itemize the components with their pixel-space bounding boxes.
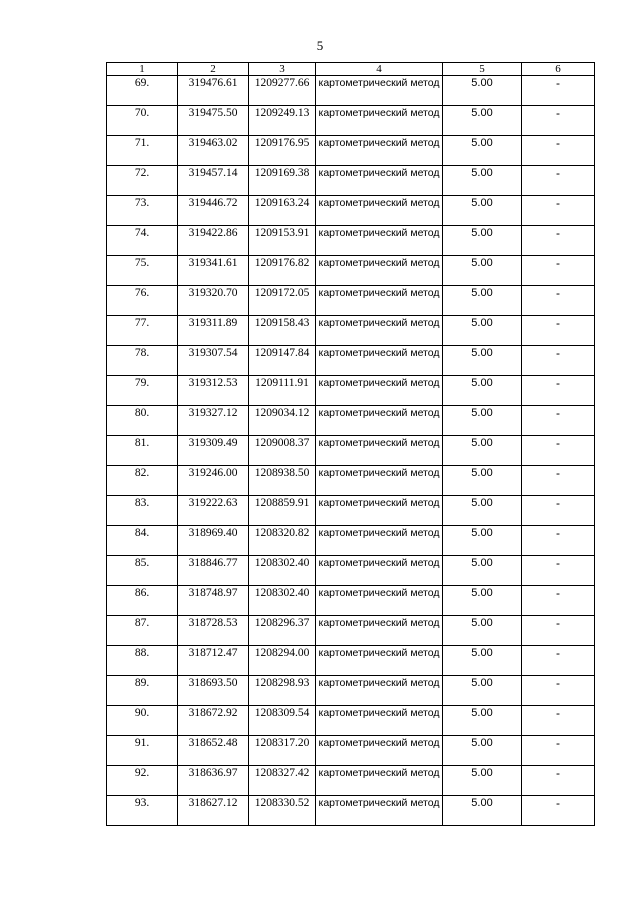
point-number-cell: 77. [107,316,178,346]
table-row [107,166,595,196]
accuracy-cell: 5.00 [443,136,522,166]
note-cell: - [522,706,595,736]
method-cell: картометрический метод [316,736,443,766]
method-cell: картометрический метод [316,316,443,346]
method-cell: картометрический метод [316,496,443,526]
point-number-cell: 79. [107,376,178,406]
x-coordinate-cell: 318969.40 [178,526,249,556]
coordinates-table [106,62,595,826]
point-number-cell: 92. [107,766,178,796]
point-number-cell: 87. [107,616,178,646]
table-row [107,556,595,586]
table-row [107,796,595,826]
page-number: 5 [316,38,324,53]
point-number-cell: 72. [107,166,178,196]
table-row [107,496,595,526]
table-row [107,616,595,646]
method-cell: картометрический метод [316,796,443,826]
table-row [107,766,595,796]
note-cell: - [522,796,595,826]
note-cell: - [522,106,595,136]
x-coordinate-cell: 318652.48 [178,736,249,766]
note-cell: - [522,376,595,406]
point-number-cell: 88. [107,646,178,676]
accuracy-cell: 5.00 [443,496,522,526]
accuracy-cell: 5.00 [443,226,522,256]
note-cell: - [522,166,595,196]
method-cell: картометрический метод [316,346,443,376]
y-coordinate-cell: 1209176.82 [249,256,316,286]
accuracy-cell: 5.00 [443,436,522,466]
method-cell: картометрический метод [316,106,443,136]
accuracy-cell: 5.00 [443,376,522,406]
x-coordinate-cell: 318748.97 [178,586,249,616]
accuracy-cell: 5.00 [443,706,522,736]
accuracy-cell: 5.00 [443,556,522,586]
x-coordinate-cell: 319475.50 [178,106,249,136]
x-coordinate-cell: 318728.53 [178,616,249,646]
table-row [107,106,595,136]
x-coordinate-cell: 318693.50 [178,676,249,706]
point-number-cell: 82. [107,466,178,496]
note-cell: - [522,556,595,586]
accuracy-cell: 5.00 [443,286,522,316]
accuracy-cell: 5.00 [443,256,522,286]
method-cell: картометрический метод [316,586,443,616]
table-row [107,256,595,286]
method-cell: картометрический метод [316,376,443,406]
point-number-cell: 76. [107,286,178,316]
table-body [107,76,595,826]
point-number-cell: 84. [107,526,178,556]
y-coordinate-cell: 1209163.24 [249,196,316,226]
x-coordinate-cell: 318846.77 [178,556,249,586]
y-coordinate-cell: 1209249.13 [249,106,316,136]
note-cell: - [522,676,595,706]
y-coordinate-cell: 1209176.95 [249,136,316,166]
point-number-cell: 74. [107,226,178,256]
note-cell: - [522,406,595,436]
point-number-cell: 86. [107,586,178,616]
point-number-cell: 93. [107,796,178,826]
note-cell: - [522,646,595,676]
y-coordinate-cell: 1208302.40 [249,586,316,616]
table-row [107,676,595,706]
y-coordinate-cell: 1208294.00 [249,646,316,676]
header-col-6: 6 [522,63,595,76]
note-cell: - [522,286,595,316]
point-number-cell: 78. [107,346,178,376]
accuracy-cell: 5.00 [443,316,522,346]
accuracy-cell: 5.00 [443,646,522,676]
method-cell: картометрический метод [316,256,443,286]
x-coordinate-cell: 318712.47 [178,646,249,676]
x-coordinate-cell: 319311.89 [178,316,249,346]
accuracy-cell: 5.00 [443,766,522,796]
x-coordinate-cell: 319312.53 [178,376,249,406]
accuracy-cell: 5.00 [443,796,522,826]
table-row [107,136,595,166]
x-coordinate-cell: 319463.02 [178,136,249,166]
accuracy-cell: 5.00 [443,76,522,106]
accuracy-cell: 5.00 [443,196,522,226]
x-coordinate-cell: 318636.97 [178,766,249,796]
x-coordinate-cell: 319422.86 [178,226,249,256]
note-cell: - [522,226,595,256]
y-coordinate-cell: 1208317.20 [249,736,316,766]
accuracy-cell: 5.00 [443,586,522,616]
point-number-cell: 89. [107,676,178,706]
y-coordinate-cell: 1208296.37 [249,616,316,646]
method-cell: картометрический метод [316,76,443,106]
y-coordinate-cell: 1209172.05 [249,286,316,316]
x-coordinate-cell: 319327.12 [178,406,249,436]
x-coordinate-cell: 319341.61 [178,256,249,286]
note-cell: - [522,256,595,286]
table-row [107,406,595,436]
accuracy-cell: 5.00 [443,526,522,556]
note-cell: - [522,586,595,616]
method-cell: картометрический метод [316,526,443,556]
method-cell: картометрический метод [316,436,443,466]
y-coordinate-cell: 1208302.40 [249,556,316,586]
x-coordinate-cell: 319446.72 [178,196,249,226]
y-coordinate-cell: 1209153.91 [249,226,316,256]
header-col-3: 3 [249,63,316,76]
point-number-cell: 80. [107,406,178,436]
method-cell: картометрический метод [316,616,443,646]
method-cell: картометрический метод [316,706,443,736]
method-cell: картометрический метод [316,166,443,196]
table-row [107,286,595,316]
table-row [107,226,595,256]
note-cell: - [522,496,595,526]
table-row [107,436,595,466]
method-cell: картометрический метод [316,676,443,706]
point-number-cell: 81. [107,436,178,466]
accuracy-cell: 5.00 [443,166,522,196]
x-coordinate-cell: 319307.54 [178,346,249,376]
method-cell: картометрический метод [316,406,443,436]
y-coordinate-cell: 1208330.52 [249,796,316,826]
table-row [107,376,595,406]
y-coordinate-cell: 1208938.50 [249,466,316,496]
y-coordinate-cell: 1208309.54 [249,706,316,736]
y-coordinate-cell: 1208859.91 [249,496,316,526]
table-row [107,316,595,346]
accuracy-cell: 5.00 [443,676,522,706]
table-row [107,526,595,556]
point-number-cell: 91. [107,736,178,766]
y-coordinate-cell: 1208327.42 [249,766,316,796]
accuracy-cell: 5.00 [443,736,522,766]
point-number-cell: 85. [107,556,178,586]
note-cell: - [522,466,595,496]
table-row [107,346,595,376]
y-coordinate-cell: 1209034.12 [249,406,316,436]
point-number-cell: 69. [107,76,178,106]
header-col-2: 2 [178,63,249,76]
y-coordinate-cell: 1209111.91 [249,376,316,406]
header-col-5: 5 [443,63,522,76]
table-row [107,736,595,766]
method-cell: картометрический метод [316,196,443,226]
accuracy-cell: 5.00 [443,466,522,496]
method-cell: картометрический метод [316,136,443,166]
y-coordinate-cell: 1208320.82 [249,526,316,556]
table-row [107,586,595,616]
table-header-row [107,63,595,76]
y-coordinate-cell: 1209008.37 [249,436,316,466]
header-col-4: 4 [316,63,443,76]
y-coordinate-cell: 1209277.66 [249,76,316,106]
note-cell: - [522,526,595,556]
note-cell: - [522,766,595,796]
point-number-cell: 73. [107,196,178,226]
x-coordinate-cell: 319457.14 [178,166,249,196]
accuracy-cell: 5.00 [443,106,522,136]
note-cell: - [522,196,595,226]
table-row [107,646,595,676]
method-cell: картометрический метод [316,766,443,796]
point-number-cell: 71. [107,136,178,166]
note-cell: - [522,736,595,766]
method-cell: картометрический метод [316,646,443,676]
x-coordinate-cell: 319476.61 [178,76,249,106]
note-cell: - [522,346,595,376]
note-cell: - [522,316,595,346]
method-cell: картометрический метод [316,466,443,496]
y-coordinate-cell: 1209169.38 [249,166,316,196]
x-coordinate-cell: 319309.49 [178,436,249,466]
note-cell: - [522,616,595,646]
x-coordinate-cell: 319222.63 [178,496,249,526]
note-cell: - [522,136,595,166]
method-cell: картометрический метод [316,226,443,256]
header-col-1: 1 [107,63,178,76]
x-coordinate-cell: 318672.92 [178,706,249,736]
accuracy-cell: 5.00 [443,616,522,646]
point-number-cell: 90. [107,706,178,736]
x-coordinate-cell: 319320.70 [178,286,249,316]
point-number-cell: 70. [107,106,178,136]
accuracy-cell: 5.00 [443,346,522,376]
accuracy-cell: 5.00 [443,406,522,436]
table-row [107,76,595,106]
point-number-cell: 83. [107,496,178,526]
y-coordinate-cell: 1208298.93 [249,676,316,706]
y-coordinate-cell: 1209147.84 [249,346,316,376]
note-cell: - [522,76,595,106]
x-coordinate-cell: 318627.12 [178,796,249,826]
point-number-cell: 75. [107,256,178,286]
table-row [107,466,595,496]
x-coordinate-cell: 319246.00 [178,466,249,496]
method-cell: картометрический метод [316,286,443,316]
table-row [107,196,595,226]
table-row [107,706,595,736]
y-coordinate-cell: 1209158.43 [249,316,316,346]
method-cell: картометрический метод [316,556,443,586]
note-cell: - [522,436,595,466]
